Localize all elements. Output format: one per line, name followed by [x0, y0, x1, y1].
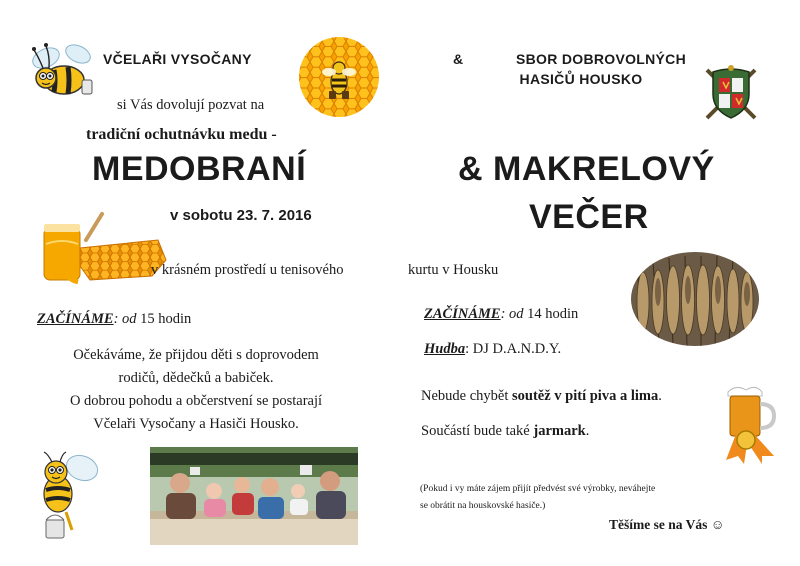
org-right-name-line1: SBOR DOBROVOLNÝCH	[516, 51, 686, 67]
left-p1-line2: rodičů, dědečků a babiček.	[118, 370, 274, 386]
left-start-colon: :	[113, 311, 119, 327]
bee-with-bucket-icon	[36, 450, 106, 542]
contest-name: soutěž v pití piva a lima	[512, 388, 659, 404]
left-start-hours: 15 hodin	[136, 311, 192, 327]
right-start-od: od	[505, 306, 524, 322]
music-label: Hudba	[424, 341, 466, 357]
right-start-time	[424, 306, 578, 323]
music-line	[424, 341, 561, 358]
title-left: MEDOBRANÍ	[92, 150, 307, 188]
place-part2: kurtu v Housku	[408, 262, 499, 278]
note-line1: (Pokud i vy máte zájem přijít předvést své výrobky, neváhejte	[420, 484, 656, 494]
left-start-od: od	[118, 311, 137, 327]
left-start-label: ZAČÍNÁME	[37, 311, 114, 327]
right-start-hours: 14 hodin	[523, 306, 579, 322]
left-start-time	[37, 311, 191, 328]
event-date: v sobotu 23. 7. 2016	[170, 207, 312, 224]
invite-line1: si Vás dovolují pozvat na	[117, 97, 265, 113]
org-left-name: VČELAŘI VYSOČANY	[103, 51, 252, 67]
title-right-line2: VEČER	[529, 198, 649, 236]
fair-prefix: Součástí bude také	[421, 423, 534, 439]
left-p2-line2: Včelaři Vysočany a Hasiči Housko.	[93, 416, 299, 432]
right-start-label: ZAČÍNÁME	[424, 306, 501, 322]
title-right-line1: & MAKRELOVÝ	[458, 150, 715, 188]
org-right-name-line2: HASIČŮ HOUSKO	[519, 71, 643, 87]
left-paragraph	[36, 344, 356, 436]
firefighter-emblem-icon	[699, 64, 763, 124]
left-p1-line1: Očekáváme, že přijdou děti s doprovodem	[73, 347, 319, 363]
grilled-mackerel-icon	[629, 250, 761, 348]
music-value: : DJ D.A.N.D.Y.	[465, 341, 562, 357]
invite-line2: tradiční ochutnávku medu -	[86, 126, 277, 143]
note-line2: se obrátit na houskovské hasiče.)	[420, 501, 546, 511]
ampersand: &	[453, 51, 464, 67]
cartoon-bee-icon	[26, 36, 98, 102]
contest-prefix: Nebude chybět	[421, 388, 512, 404]
closing-greeting: Těšíme se na Vás ☺	[609, 517, 725, 532]
people-photo	[150, 447, 358, 545]
fair-line	[421, 423, 589, 440]
fair-name: jarmark	[533, 423, 586, 439]
beer-medal-icon	[722, 384, 780, 464]
contest-suffix: .	[658, 388, 662, 404]
right-start-colon: :	[500, 306, 506, 322]
left-p2-line1: O dobrou pohodu a občerstvení se postarají	[69, 393, 323, 409]
place-part1: v krásném prostředí u tenisového	[151, 262, 344, 278]
fair-suffix: .	[585, 423, 590, 439]
contest-line	[421, 388, 662, 405]
honeycomb-bee-icon	[298, 36, 380, 118]
